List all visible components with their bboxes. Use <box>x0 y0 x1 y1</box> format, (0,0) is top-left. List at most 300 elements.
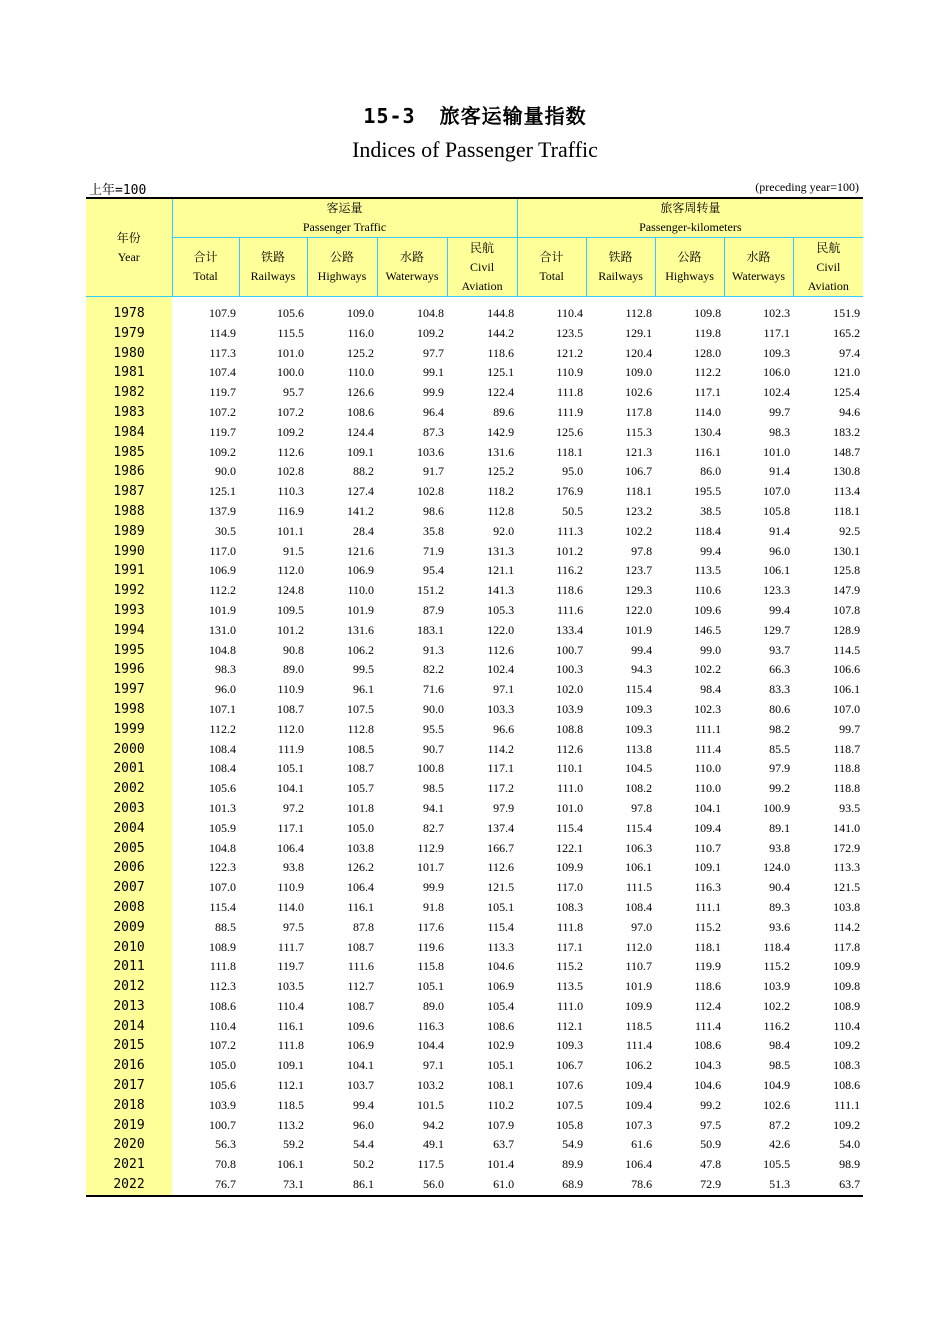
value-cell: 63.7 <box>793 1175 863 1196</box>
value-cell: 92.5 <box>839 523 861 538</box>
year-cell: 1989 <box>86 522 172 542</box>
value-cell: 108.6 <box>347 404 374 419</box>
value-cell: 87.9 <box>423 602 444 617</box>
year-header-en: Year <box>117 249 140 264</box>
value-cell: 105.0 <box>347 820 374 835</box>
value-cell: 87.3 <box>423 424 444 439</box>
value-cell: 113.2 <box>277 1117 304 1132</box>
value-cell: 125.8 <box>833 563 861 578</box>
table-number: 15-3 <box>363 104 416 128</box>
value-cell: 118.1 <box>625 484 653 499</box>
value-cell: 56.0 <box>377 1175 447 1196</box>
value-cell: 106.2 <box>625 1058 653 1073</box>
value-cell: 97.8 <box>631 543 653 558</box>
value-cell: 106.9 <box>347 1038 374 1053</box>
value-cell: 105.1 <box>487 899 515 914</box>
value-cell: 96.6 <box>493 721 515 736</box>
table-row <box>86 502 863 522</box>
value-cell: 144.8 <box>487 306 515 320</box>
value-cell: 112.7 <box>347 979 374 994</box>
value-cell: 107.9 <box>487 1117 515 1132</box>
year-cell: 2018 <box>86 1096 172 1116</box>
value-cell: 54.0 <box>839 1137 861 1152</box>
value-cell: 89.3 <box>769 899 791 914</box>
table-row <box>86 522 863 542</box>
year-header <box>86 198 172 297</box>
value-cell: 98.5 <box>769 1058 791 1073</box>
value-cell: 109.3 <box>556 1038 584 1053</box>
value-cell: 103.8 <box>833 899 861 914</box>
table-row <box>86 720 863 740</box>
value-cell: 125.2 <box>487 464 515 479</box>
value-cell: 105.8 <box>556 1117 584 1132</box>
value-cell: 101.4 <box>487 1157 515 1172</box>
value-cell: 117.1 <box>277 820 304 835</box>
table-row <box>86 542 863 562</box>
table-row <box>86 1096 863 1116</box>
value-cell: 118.6 <box>556 583 584 598</box>
value-cell: 42.6 <box>769 1137 791 1152</box>
value-cell: 130.1 <box>833 543 861 558</box>
value-cell: 112.2 <box>694 365 722 380</box>
value-cell: 89.1 <box>769 820 791 835</box>
value-cell: 70.8 <box>215 1157 236 1172</box>
col-header-en: Highways <box>317 269 367 283</box>
value-cell: 125.2 <box>347 345 374 360</box>
year-cell: 2019 <box>86 1116 172 1136</box>
value-cell: 121.0 <box>833 365 861 380</box>
value-cell: 95.7 <box>283 385 304 400</box>
value-cell: 86.1 <box>307 1175 377 1196</box>
value-cell: 108.7 <box>347 939 374 954</box>
col-header-en: Civil <box>816 259 841 274</box>
value-cell: 108.9 <box>833 998 861 1013</box>
value-cell: 116.0 <box>347 325 374 340</box>
value-cell: 118.1 <box>694 939 722 954</box>
value-cell: 92.0 <box>493 523 515 538</box>
group-header-passenger-km <box>517 198 863 238</box>
year-cell: 1997 <box>86 680 172 700</box>
value-cell: 71.9 <box>423 543 444 558</box>
value-cell: 104.9 <box>763 1078 791 1093</box>
col-header-cn: 铁路 <box>608 250 633 264</box>
value-cell: 68.9 <box>517 1175 586 1196</box>
value-cell: 87.2 <box>769 1117 791 1132</box>
table-row <box>86 938 863 958</box>
value-cell: 103.9 <box>556 701 584 716</box>
value-cell: 117.5 <box>417 1157 444 1172</box>
value-cell: 90.0 <box>423 701 444 716</box>
value-cell: 88.2 <box>353 464 374 479</box>
value-cell: 106.6 <box>833 662 861 677</box>
value-cell: 129.7 <box>763 622 791 637</box>
value-cell: 119.9 <box>694 959 722 974</box>
col-header-en: Total <box>539 269 564 283</box>
value-cell: 183.2 <box>833 424 861 439</box>
value-cell: 106.9 <box>347 563 374 578</box>
value-cell: 151.2 <box>417 583 444 598</box>
value-cell: 101.0 <box>556 800 584 815</box>
value-cell: 98.4 <box>700 682 722 697</box>
value-cell: 112.3 <box>209 979 236 994</box>
value-cell: 125.1 <box>487 365 515 380</box>
value-cell: 141.3 <box>487 583 515 598</box>
value-cell: 99.7 <box>769 404 791 419</box>
table-row <box>86 1135 863 1155</box>
value-cell: 131.6 <box>487 444 515 459</box>
table-row <box>86 443 863 463</box>
value-cell: 63.7 <box>493 1137 515 1152</box>
value-cell: 49.1 <box>423 1137 444 1152</box>
table-row <box>86 1076 863 1096</box>
unit-note-cn <box>89 179 146 198</box>
value-cell: 101.5 <box>417 1097 444 1112</box>
value-cell: 141.0 <box>833 820 861 835</box>
table-row <box>86 304 863 324</box>
value-cell: 121.2 <box>556 345 584 360</box>
value-cell: 101.3 <box>209 800 236 815</box>
value-cell: 114.5 <box>833 642 861 657</box>
value-cell: 165.2 <box>833 325 861 340</box>
value-cell: 109.6 <box>347 1018 374 1033</box>
page-title-en: Indices of Passenger Traffic <box>352 137 598 162</box>
value-cell: 105.1 <box>417 979 444 994</box>
value-cell: 107.0 <box>833 701 861 716</box>
value-cell: 112.6 <box>487 860 515 875</box>
value-cell: 127.4 <box>347 484 374 499</box>
value-cell: 104.1 <box>694 800 722 815</box>
year-cell: 1999 <box>86 720 172 740</box>
table-row <box>86 1056 863 1076</box>
value-cell: 118.4 <box>694 523 722 538</box>
value-cell: 106.1 <box>763 563 791 578</box>
value-cell: 110.4 <box>833 1018 861 1033</box>
value-cell: 107.8 <box>833 602 861 617</box>
value-cell: 111.6 <box>347 959 374 974</box>
value-cell: 88.5 <box>215 919 236 934</box>
value-cell: 96.0 <box>769 543 791 558</box>
value-cell: 117.0 <box>556 880 584 895</box>
value-cell: 109.4 <box>625 1078 653 1093</box>
group1-en: Passenger Traffic <box>302 220 387 234</box>
table-row <box>86 759 863 779</box>
passenger-traffic-table <box>86 197 863 1197</box>
table-row <box>86 363 863 383</box>
value-cell: 114.2 <box>487 741 515 756</box>
value-cell: 110.7 <box>694 840 722 855</box>
value-cell: 107.3 <box>625 1117 653 1132</box>
value-cell: 101.9 <box>625 979 653 994</box>
value-cell: 116.3 <box>694 880 722 895</box>
value-cell: 113.5 <box>556 979 584 994</box>
value-cell: 115.4 <box>487 919 515 934</box>
value-cell: 109.3 <box>625 701 653 716</box>
col-header-cn: 民航 <box>816 240 841 255</box>
year-cell: 2004 <box>86 819 172 839</box>
value-cell: 110.0 <box>694 781 722 796</box>
value-cell: 96.1 <box>353 682 374 697</box>
value-cell: 61.0 <box>447 1175 517 1196</box>
col-header-pkm-waterways <box>724 238 793 297</box>
value-cell: 105.6 <box>209 781 236 796</box>
value-cell: 112.9 <box>417 840 444 855</box>
year-cell: 1992 <box>86 581 172 601</box>
group2-en: Passenger-kilometers <box>639 220 742 234</box>
value-cell: 94.6 <box>839 404 861 419</box>
value-cell: 82.2 <box>423 662 444 677</box>
value-cell: 119.7 <box>209 385 236 400</box>
value-cell: 112.0 <box>625 939 653 954</box>
value-cell: 30.5 <box>215 523 236 538</box>
value-cell: 89.0 <box>423 998 444 1013</box>
value-cell: 59.2 <box>283 1137 304 1152</box>
value-cell: 129.1 <box>625 325 653 340</box>
value-cell: 99.2 <box>700 1097 722 1112</box>
value-cell: 99.9 <box>423 880 444 895</box>
value-cell: 111.4 <box>694 1018 722 1033</box>
table-row <box>86 918 863 938</box>
value-cell: 133.4 <box>556 622 584 637</box>
value-cell: 94.3 <box>631 662 653 677</box>
value-cell: 102.2 <box>763 998 791 1013</box>
value-cell: 183.1 <box>417 622 444 637</box>
value-cell: 122.0 <box>625 602 653 617</box>
value-cell: 110.4 <box>277 998 304 1013</box>
value-cell: 28.4 <box>353 523 374 538</box>
value-cell: 103.9 <box>209 1097 236 1112</box>
col-header-pkm-highways <box>655 238 724 297</box>
value-cell: 105.6 <box>209 1078 236 1093</box>
value-cell: 98.2 <box>769 721 791 736</box>
value-cell: 113.3 <box>833 860 861 875</box>
value-cell: 109.3 <box>763 345 791 360</box>
value-cell: 108.4 <box>209 761 236 776</box>
value-cell: 94.2 <box>423 1117 444 1132</box>
value-cell: 99.5 <box>353 662 374 677</box>
value-cell: 90.0 <box>215 464 236 479</box>
value-cell: 142.9 <box>487 424 515 439</box>
value-cell: 101.1 <box>277 523 304 538</box>
value-cell: 116.1 <box>347 899 374 914</box>
value-cell: 100.9 <box>763 800 791 815</box>
value-cell: 124.4 <box>347 424 374 439</box>
value-cell: 115.2 <box>763 959 791 974</box>
value-cell: 117.1 <box>487 761 515 776</box>
value-cell: 86.0 <box>700 464 722 479</box>
value-cell: 118.7 <box>833 741 861 756</box>
value-cell: 118.1 <box>556 444 584 459</box>
value-cell: 115.3 <box>625 424 653 439</box>
value-cell: 91.4 <box>769 523 791 538</box>
value-cell: 121.6 <box>347 543 374 558</box>
year-cell: 1985 <box>86 443 172 463</box>
value-cell: 118.2 <box>487 484 515 499</box>
col-header-cn: 水路 <box>399 250 424 264</box>
value-cell: 108.9 <box>209 939 236 954</box>
value-cell: 50.5 <box>562 503 584 518</box>
value-cell: 124.8 <box>277 583 304 598</box>
year-cell: 1993 <box>86 601 172 621</box>
value-cell: 91.7 <box>423 464 444 479</box>
value-cell: 109.1 <box>277 1058 304 1073</box>
table-row <box>86 799 863 819</box>
value-cell: 103.3 <box>487 701 515 716</box>
value-cell: 89.6 <box>493 404 515 419</box>
value-cell: 112.0 <box>277 563 304 578</box>
value-cell: 116.1 <box>277 1018 304 1033</box>
col-header-en-line2: Aviation <box>461 278 503 293</box>
value-cell: 87.8 <box>353 919 374 934</box>
value-cell: 104.1 <box>347 1058 374 1073</box>
year-cell: 1983 <box>86 403 172 423</box>
value-cell: 91.3 <box>423 642 444 657</box>
value-cell: 109.5 <box>277 602 304 617</box>
value-cell: 106.7 <box>556 1058 584 1073</box>
year-cell: 2008 <box>86 898 172 918</box>
value-cell: 105.4 <box>487 998 515 1013</box>
table-row <box>86 423 863 443</box>
col-header-en: Waterways <box>385 269 439 283</box>
value-cell: 108.6 <box>833 1078 861 1093</box>
value-cell: 118.5 <box>625 1018 653 1033</box>
table-row <box>86 858 863 878</box>
value-cell: 121.1 <box>487 563 515 578</box>
value-cell: 111.1 <box>833 1097 861 1112</box>
value-cell: 109.2 <box>209 444 236 459</box>
value-cell: 112.1 <box>277 1078 304 1093</box>
year-cell: 2003 <box>86 799 172 819</box>
value-cell: 121.5 <box>487 880 515 895</box>
value-cell: 116.2 <box>556 563 584 578</box>
year-cell: 2017 <box>86 1076 172 1096</box>
value-cell: 105.6 <box>277 306 304 320</box>
table-row <box>86 403 863 423</box>
value-cell: 73.1 <box>239 1175 307 1196</box>
value-cell: 112.6 <box>277 444 304 459</box>
value-cell: 97.4 <box>839 345 861 360</box>
year-cell: 2021 <box>86 1155 172 1175</box>
unit-value: =100 <box>115 183 147 198</box>
value-cell: 106.3 <box>625 840 653 855</box>
value-cell: 102.2 <box>625 523 653 538</box>
value-cell: 101.8 <box>347 800 374 815</box>
value-cell: 82.7 <box>423 820 444 835</box>
value-cell: 104.3 <box>694 1058 722 1073</box>
value-cell: 76.7 <box>172 1175 239 1196</box>
value-cell: 97.0 <box>631 919 653 934</box>
value-cell: 109.2 <box>417 325 444 340</box>
value-cell: 54.9 <box>562 1137 584 1152</box>
table-row <box>86 898 863 918</box>
value-cell: 109.0 <box>625 365 653 380</box>
value-cell: 101.0 <box>763 444 791 459</box>
value-cell: 103.7 <box>347 1078 374 1093</box>
value-cell: 95.4 <box>423 563 444 578</box>
value-cell: 51.3 <box>724 1175 793 1196</box>
value-cell: 110.7 <box>625 959 653 974</box>
value-cell: 115.4 <box>209 899 236 914</box>
value-cell: 112.1 <box>556 1018 584 1033</box>
value-cell: 123.2 <box>625 503 653 518</box>
value-cell: 112.8 <box>347 721 374 736</box>
value-cell: 99.9 <box>423 385 444 400</box>
value-cell: 105.3 <box>487 602 515 617</box>
value-cell: 108.6 <box>487 1018 515 1033</box>
value-cell: 98.9 <box>839 1157 861 1172</box>
value-cell: 105.0 <box>209 1058 236 1073</box>
value-cell: 195.5 <box>694 484 722 499</box>
value-cell: 107.0 <box>763 484 791 499</box>
value-cell: 166.7 <box>487 840 515 855</box>
value-cell: 101.7 <box>417 860 444 875</box>
year-cell: 1991 <box>86 561 172 581</box>
value-cell: 106.9 <box>209 563 236 578</box>
value-cell: 112.6 <box>487 642 515 657</box>
value-cell: 146.5 <box>694 622 722 637</box>
value-cell: 131.3 <box>487 543 515 558</box>
value-cell: 111.0 <box>556 998 584 1013</box>
value-cell: 89.0 <box>283 662 304 677</box>
col-header-traffic-highways <box>307 238 377 297</box>
value-cell: 112.2 <box>209 721 236 736</box>
value-cell: 107.5 <box>556 1097 584 1112</box>
value-cell: 106.1 <box>625 860 653 875</box>
value-cell: 93.7 <box>769 642 791 657</box>
value-cell: 110.9 <box>277 682 304 697</box>
unit-note-en: (preceding year=100) <box>755 180 859 194</box>
table-row <box>86 601 863 621</box>
value-cell: 47.8 <box>700 1157 722 1172</box>
value-cell: 115.2 <box>694 919 722 934</box>
value-cell: 114.9 <box>209 325 236 340</box>
table-row <box>86 561 863 581</box>
year-cell: 2015 <box>86 1036 172 1056</box>
value-cell: 109.8 <box>694 306 722 320</box>
value-cell: 118.5 <box>277 1097 304 1112</box>
value-cell: 107.1 <box>209 701 236 716</box>
value-cell: 111.8 <box>556 919 584 934</box>
table-row <box>86 383 863 403</box>
value-cell: 110.9 <box>556 365 584 380</box>
value-cell: 99.0 <box>700 642 722 657</box>
year-cell: 1990 <box>86 542 172 562</box>
col-header-pkm-railways <box>586 238 655 297</box>
title-cn-text: 旅客运输量指数 <box>439 104 587 128</box>
value-cell: 100.0 <box>277 365 304 380</box>
value-cell: 109.2 <box>277 424 304 439</box>
value-cell: 93.5 <box>839 800 861 815</box>
value-cell: 72.9 <box>655 1175 724 1196</box>
col-header-cn: 公路 <box>329 250 354 264</box>
value-cell: 101.9 <box>625 622 653 637</box>
value-cell: 111.8 <box>209 959 236 974</box>
value-cell: 66.3 <box>769 662 791 677</box>
value-cell: 89.9 <box>562 1157 584 1172</box>
value-cell: 107.5 <box>347 701 374 716</box>
col-header-en: Railways <box>598 269 643 283</box>
value-cell: 108.3 <box>833 1058 861 1073</box>
value-cell: 61.6 <box>631 1137 653 1152</box>
col-header-en: Waterways <box>732 269 786 283</box>
value-cell: 106.0 <box>763 365 791 380</box>
value-cell: 114.2 <box>833 919 861 934</box>
value-cell: 108.1 <box>487 1078 515 1093</box>
value-cell: 130.4 <box>694 424 722 439</box>
value-cell: 115.5 <box>277 325 304 340</box>
value-cell: 109.8 <box>833 979 861 994</box>
table-row <box>86 680 863 700</box>
value-cell: 95.0 <box>562 464 584 479</box>
